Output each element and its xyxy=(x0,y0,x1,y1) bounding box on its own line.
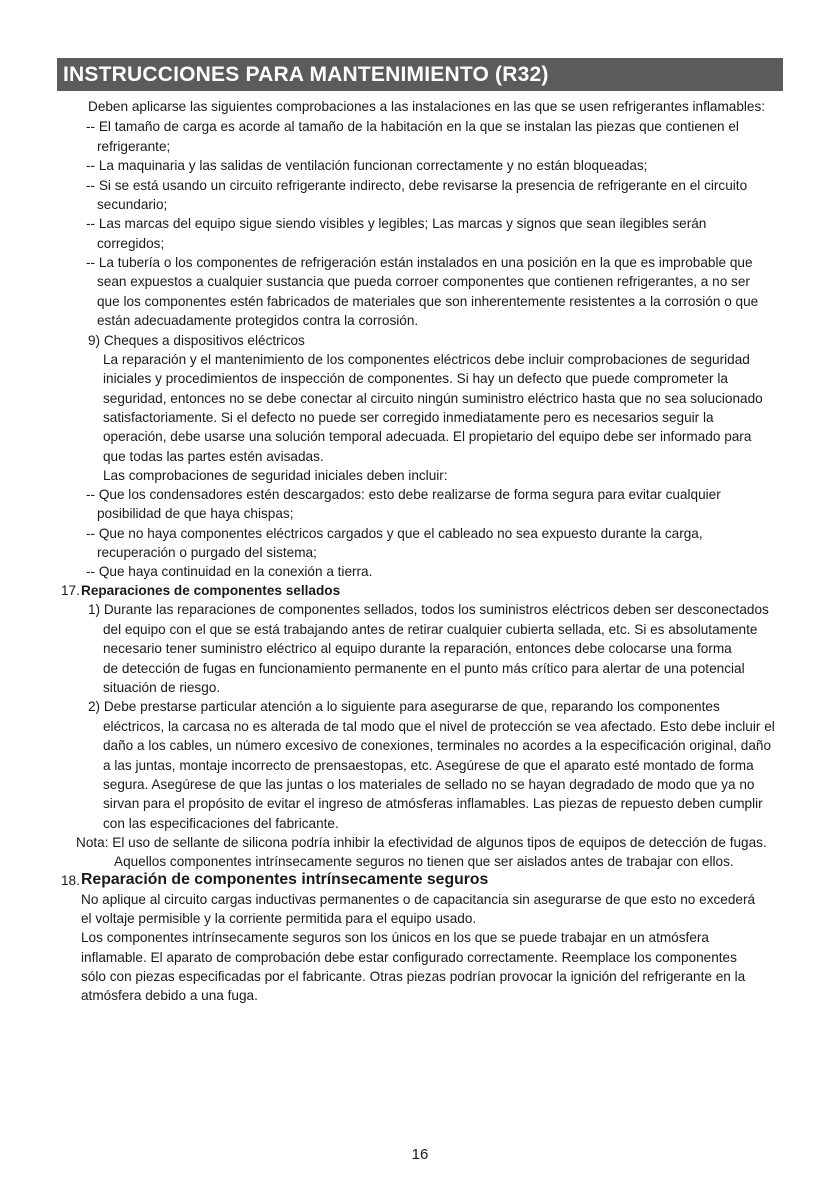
section18-paragraph-line: inflamable. El aparato de comprobación debe estar configurado correctamente. Reemplace los componentes xyxy=(81,950,737,965)
section17-item2-line: eléctricos, la carcasa no es alterada de tal modo que el nivel de protección se vea afectado. Esto debe incluir el xyxy=(103,719,775,734)
section18-number: 18. xyxy=(61,873,80,888)
section17-title: Reparaciones de componentes sellados xyxy=(81,583,341,598)
check-line: que los componentes estén fabricados de materiales que son inherentemente resistentes a la corrosión o que xyxy=(97,294,759,309)
section17-item1-line: necesario tener suministro eléctrico al equipo durante la reparación, entonces debe colocarse una forma xyxy=(103,641,732,656)
section17-item1-line: situación de riesgo. xyxy=(103,680,221,695)
section18-paragraph-line: No aplique al circuito cargas inductivas permanentes o de capacitancia sin asegurarse de que esto no excederá xyxy=(81,892,756,907)
section18-paragraph-line: atmósfera debido a una fuga. xyxy=(81,988,258,1003)
section9-paragraph-line: satisfactoriamente. Si el defecto no puede ser corregido inmediatamente pero es necesarios seguir la xyxy=(103,410,714,425)
section9-paragraph-line: Las comprobaciones de seguridad iniciales deben incluir: xyxy=(103,468,448,483)
check-line: refrigerante; xyxy=(97,139,171,154)
section17-item1-line: de detección de fugas en funcionamiento permanente en el punto más crítico para alertar de una potencial xyxy=(103,661,745,676)
check-line: -- La tubería o los componentes de refrigeración están instalados en una posición en la que es improbable que xyxy=(86,255,753,270)
intro-text: Deben aplicarse las siguientes comprobaciones a las instalaciones en las que se usen refrigerantes inflamables: xyxy=(88,99,766,114)
check-line: -- La maquinaria y las salidas de ventilación funcionan correctamente y no están bloqueadas; xyxy=(86,158,648,173)
section18-title: Reparación de componentes intrínsecamente seguros xyxy=(81,871,489,888)
section17-item2-line: 2) Debe prestarse particular atención a lo siguiente para asegurarse de que, reparando los componentes xyxy=(88,699,720,714)
section9-item-line: -- Que no haya componentes eléctricos cargados y que el cableado no sea expuesto durante la carga, xyxy=(86,526,703,541)
section9-paragraph-line: operación, debe usarse una solución temporal adecuada. El propietario del equipo debe ser informado para xyxy=(103,429,752,444)
section9-title: 9) Cheques a dispositivos eléctricos xyxy=(88,333,305,348)
page-number: 16 xyxy=(411,1146,429,1163)
check-line: -- Las marcas del equipo sigue siendo visibles y legibles; Las marcas y signos que sean ilegibles serán xyxy=(86,216,707,231)
check-line: -- Si se está usando un circuito refrigerante indirecto, debe revisarse la presencia de refrigerante en el circuito xyxy=(86,178,748,193)
note-line: Nota: El uso de sellante de silicona podría inhibir la efectividad de algunos tipos de equipos de detección de fugas. xyxy=(76,835,767,850)
check-line: corregidos; xyxy=(97,236,165,251)
note-line: Aquellos componentes intrínsecamente seguros no tienen que ser aislados antes de trabajar con ellos. xyxy=(114,854,734,869)
check-line: -- El tamaño de carga es acorde al tamaño de la habitación en la que se instalan las piezas que contienen el xyxy=(86,119,739,134)
check-line: secundario; xyxy=(97,197,168,212)
section18-paragraph-line: sólo con piezas especificadas por el fabricante. Otras piezas podrían provocar la ignición del refrigerante en la xyxy=(81,969,746,984)
section9-item-line: recuperación o purgado del sistema; xyxy=(97,545,317,560)
section9-item-line: -- Que los condensadores estén descargados: esto debe realizarse de forma segura para evitar cualquier xyxy=(86,487,721,502)
section17-item2-line: segura. Asegúrese de que las juntas o los materiales de sellado no se hayan degradado de modo que ya no xyxy=(103,777,755,792)
section9-paragraph-line: que todas las partes estén avisadas. xyxy=(103,449,324,464)
page-header: INSTRUCCIONES PARA MANTENIMIENTO (R32) xyxy=(57,58,783,91)
section17-item2-line: con las especificaciones del fabricante. xyxy=(103,816,339,831)
section9-paragraph-line: iniciales y procedimientos de inspección de componentes. Si hay un defecto que puede comprometer la xyxy=(103,371,728,386)
check-line: sean expuestos a cualquier sustancia que pueda corroer componentes que contienen refrigerantes, a no ser xyxy=(97,274,750,289)
section9-paragraph-line: La reparación y el mantenimiento de los componentes eléctricos debe incluir comprobaciones de seguridad xyxy=(103,352,750,367)
section9-paragraph-line: seguridad, entonces no se debe conectar al circuito ningún suministro eléctrico hasta que no sea solucionado xyxy=(103,391,763,406)
section18-paragraph-line: Los componentes intrínsecamente seguros son los únicos en los que se puede trabajar en un atmósfera xyxy=(81,930,709,945)
section9-item-line: posibilidad de que haya chispas; xyxy=(97,506,294,521)
check-line: están adecuadamente protegidos contra la corrosión. xyxy=(97,313,419,328)
section17-item1-line: 1) Durante las reparaciones de componentes sellados, todos los suministros eléctricos deben ser desconectados xyxy=(88,602,769,617)
section18-paragraph-line: el voltaje permisible y la corriente permitida para el equipo usado. xyxy=(81,911,477,926)
section17-item2-line: daño a los cables, un número excesivo de conexiones, terminales no acordes a la especificación original, daño xyxy=(103,738,772,753)
section17-item1-line: del equipo con el que se está trabajando antes de retirar cualquier cubierta sellada, etc. Si es absolutamente xyxy=(103,622,758,637)
section9-item-line: -- Que haya continuidad en la conexión a tierra. xyxy=(86,564,373,579)
section17-item2-line: a las juntas, montaje incorrecto de prensaestopas, etc. Asegúrese de que el aparato esté montado de forma xyxy=(103,758,754,773)
section17-number: 17. xyxy=(61,583,80,598)
section17-item2-line: sirvan para el propósito de evitar el ingreso de atmósferas inflamables. Las piezas de repuesto deben cumplir xyxy=(103,796,763,811)
